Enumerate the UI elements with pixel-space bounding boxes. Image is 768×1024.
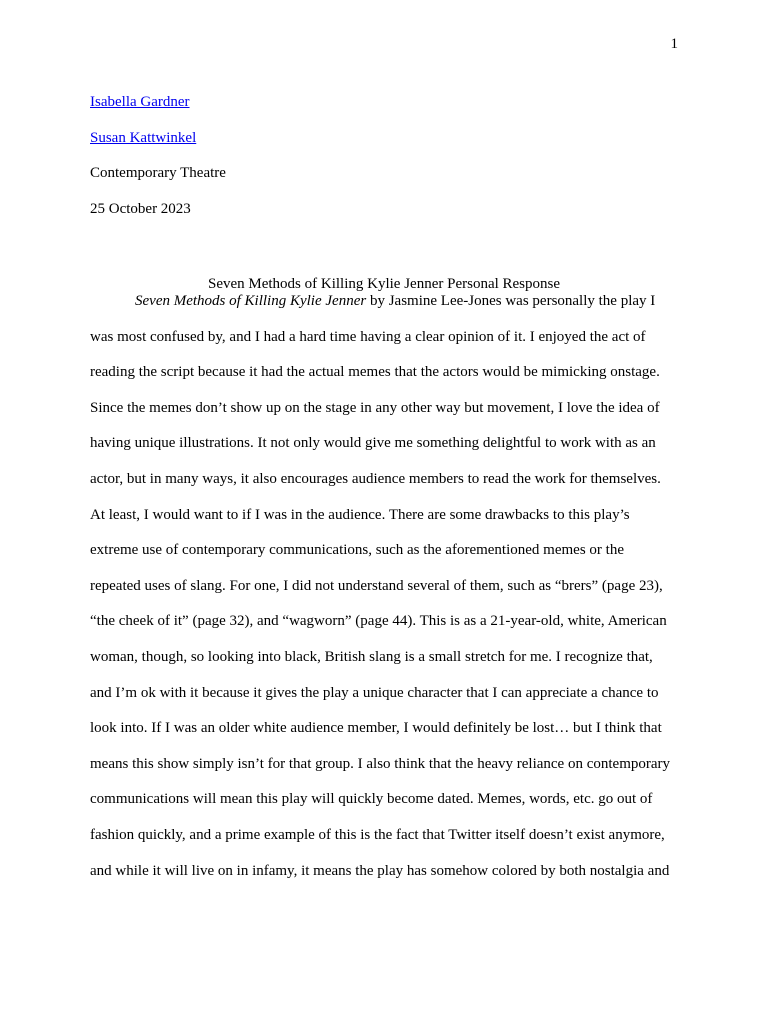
body-line: actor, but in many ways, it also encourages audience members to read the work for themselves. [90,470,661,487]
body-paragraph [90,292,678,897]
document-date: 25 October 2023 [90,200,191,217]
body-line: was most confused by, and I had a hard time having a clear opinion of it. I enjoyed the act of [90,328,646,345]
body-line: look into. If I was an older white audience member, I would definitely be lost… but I think that [90,720,662,737]
instructor-name-link[interactable]: Susan Kattwinkel [90,129,197,146]
body-line: and while it will live on in infamy, it means the play has somehow colored by both nostalgia and [90,862,670,879]
body-line: communications will mean this play will quickly become dated. Memes, words, etc. go out of [90,791,653,808]
student-name-link[interactable]: Isabella Gardner [90,94,190,110]
body-line: woman, though, so looking into black, British slang is a small stretch for me. I recognize that, [90,648,653,665]
instructor-name-line [90,129,680,165]
play-title-italic: Seven Methods of Killing Kylie Jenner [135,293,367,309]
body-line: and I’m ok with it because it gives the play a unique character that I can appreciate a chance to [90,684,659,701]
body-line: having unique illustrations. It not only would give me something delightful to work with as an [90,435,656,452]
body-line: extreme use of contemporary communications, such as the aforementioned memes or the [90,542,624,559]
body-line: means this show simply isn’t for that group. I also think that the heavy reliance on contemporary [90,755,671,772]
document-title: Seven Methods of Killing Kylie Jenner Personal Response [207,276,561,292]
body-line: repeated uses of slang. For one, I did not understand several of them, such as “brers” (page 23), [90,577,663,594]
body-first-line-rest: by Jasmine Lee-Jones was personally the play I [366,293,656,309]
body-line: fashion quickly, and a prime example of this is the fact that Twitter itself doesn’t exist anymore, [90,826,665,843]
page-number: 1 [670,36,678,52]
body-line: At least, I would want to if I was in the audience. There are some drawbacks to this play’s [90,506,630,523]
course-name: Contemporary Theatre [90,165,226,182]
body-line: Since the memes don’t show up on the stage in any other way but movement, I love the idea of [90,399,660,416]
body-line: reading the script because it had the actual memes that the actors would be mimicking onstage. [90,364,660,381]
student-name-line [90,93,680,129]
body-first-line [90,292,678,328]
mla-header [90,93,680,235]
body-line: “the cheek of it” (page 32), and “wagworn” (page 44). This is as a 21-year-old, white, American [90,613,667,630]
